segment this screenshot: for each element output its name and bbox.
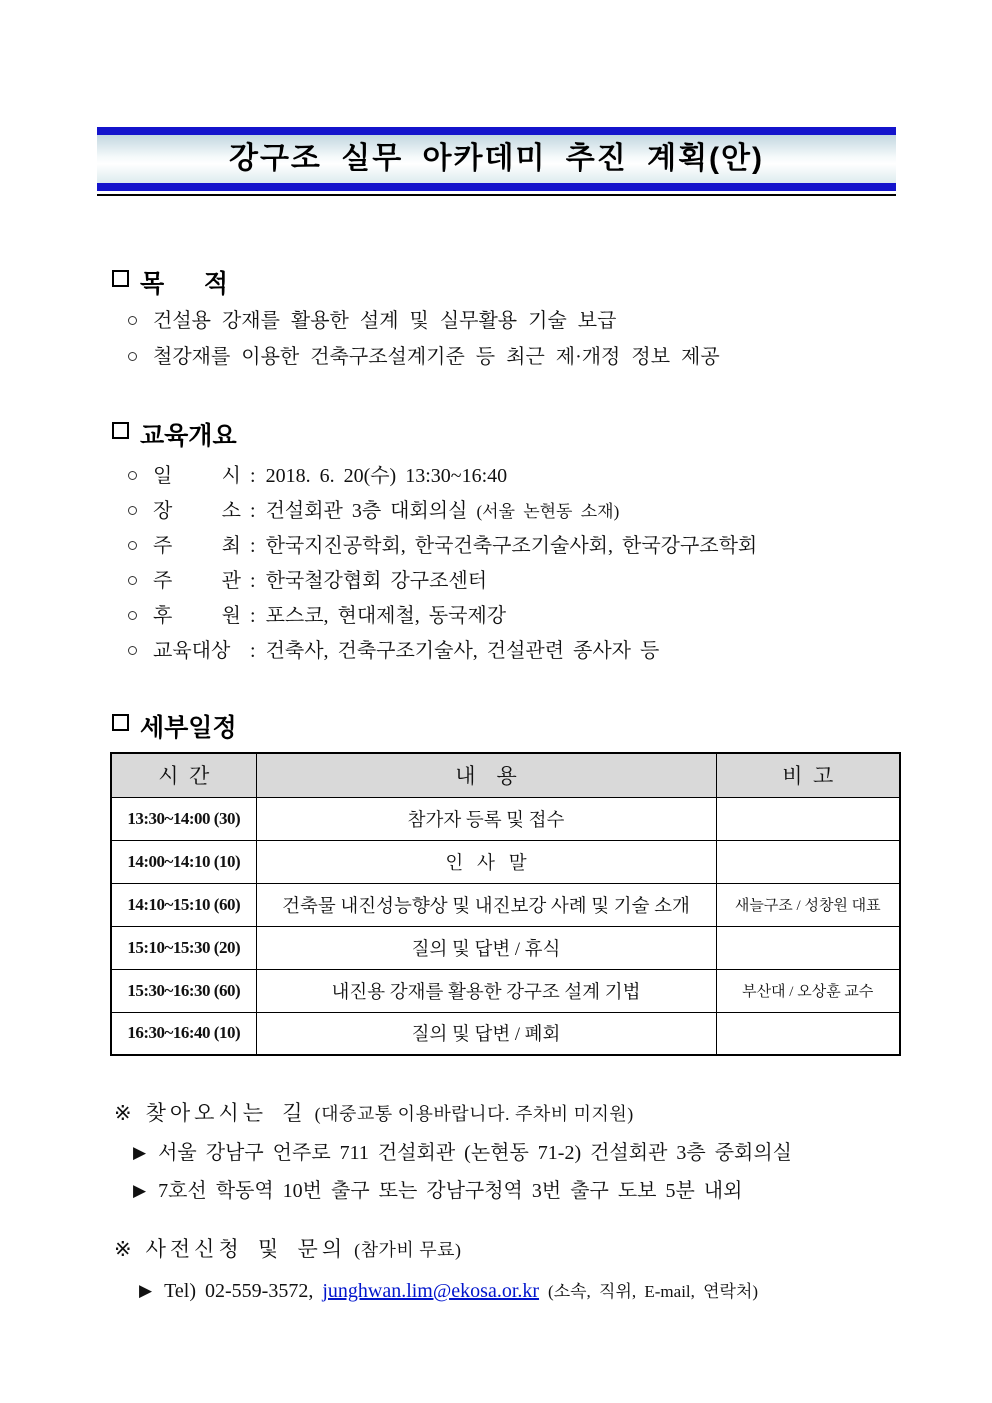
colon-separator: : [250,640,256,662]
cell-time: 14:10~15:10 (60) [111,883,256,926]
application-heading-note: (참가비 무료) [354,1240,462,1260]
cell-content-text: 인 사 말 [445,853,527,874]
overview-value: 2018. 6. 20(수) 13:30~16:40 [265,465,508,487]
application-heading [114,1233,462,1263]
cell-remark [716,797,900,840]
list-item [128,599,757,634]
banner-bottom-bar [97,183,896,191]
overview-value: 포스코, 현대제철, 동국제강 [265,605,507,627]
circle-bullet-icon [128,576,137,585]
header-remark-label: 비 고 [782,764,834,789]
circle-bullet-icon [128,352,137,361]
cell-remark: 새늘구조 / 성창원 대표 [716,883,900,926]
overview-value-note: (서울 논현동 소재) [476,502,620,521]
purpose-heading-label: 목 적 [140,270,228,298]
square-bullet-icon [112,714,129,731]
directions-heading-label: 찾아오시는 길 [145,1101,307,1125]
table-row [111,926,900,969]
overview-label: 주 관 [153,570,241,592]
banner-body [97,135,896,183]
table-header-row [111,753,900,797]
contact-line [139,1272,758,1310]
table-row [111,840,900,883]
list-item [128,634,757,669]
cell-time: 16:30~16:40 (10) [111,1012,256,1055]
colon-separator: : [250,570,256,592]
cell-content [256,926,716,969]
schedule-table [110,752,901,1056]
email-link[interactable]: junghwan.lim@ekosa.or.kr [322,1280,540,1302]
table-row [111,797,900,840]
overview-label: 일 시 [153,465,241,487]
circle-bullet-icon [128,541,137,550]
schedule-heading-label: 세부일정 [140,714,237,742]
table-row [111,1012,900,1055]
contact-fields-note: (소속, 직위, E-mail, 연락처) [548,1282,759,1301]
cell-content-text: 질의 및 답변 / 휴식 [411,939,561,960]
cell-time: 15:10~15:30 (20) [111,926,256,969]
colon-separator: : [250,500,256,522]
header-content [256,753,716,797]
square-bullet-icon [112,422,129,439]
directions-list [133,1134,792,1210]
list-item [128,303,720,339]
cell-content-text: 참가자 등록 및 접수 [407,810,565,831]
overview-value: 건축사, 건축구조기술사, 건설관련 종사자 등 [265,640,660,662]
cell-remark [716,840,900,883]
overview-label: 주 최 [153,535,241,557]
list-item [128,564,757,599]
circle-bullet-icon [128,646,137,655]
header-content-label: 내 용 [455,764,517,789]
directions-item-text: 서울 강남구 언주로 711 건설회관 (논현동 71-2) 건설회관 3층 중회의실 [158,1142,792,1164]
overview-value: 한국철강협회 강구조센터 [265,570,488,592]
list-item [139,1272,758,1310]
cell-remark [716,926,900,969]
overview-value: 건설회관 3층 대회의실 [265,500,468,522]
overview-label: 후 원 [153,605,241,627]
overview-list [128,459,757,669]
cell-time: 13:30~14:00 (30) [111,797,256,840]
section-purpose-heading [112,264,228,300]
purpose-item-text: 철강재를 이용한 건축구조설계기준 등 최근 제·개정 정보 제공 [153,346,720,368]
tel-label: Tel) 02-559-3572, [164,1280,314,1302]
arrow-bullet-icon: ▶ [133,1181,147,1200]
directions-heading-note: (대중교통 이용바랍니다. 주차비 미지원) [314,1104,634,1124]
directions-item-text: 7호선 학동역 10번 출구 또는 강남구청역 3번 출구 도보 5분 내외 [158,1180,743,1202]
reference-mark-icon: ※ [114,1237,132,1261]
list-item [128,494,757,529]
overview-label: 장 소 [153,500,241,522]
title-banner [97,127,896,196]
list-item [128,339,720,375]
list-item [133,1134,792,1172]
arrow-bullet-icon: ▶ [139,1281,153,1300]
circle-bullet-icon [128,471,137,480]
colon-separator: : [250,605,256,627]
banner-top-bar [97,127,896,135]
list-item [128,459,757,494]
colon-separator: : [250,465,256,487]
page-title: 강구조 실무 아카데미 추진 계획(안) [228,142,765,175]
cell-time: 15:30~16:30 (60) [111,969,256,1012]
overview-value: 한국지진공학회, 한국건축구조기술사회, 한국강구조학회 [265,535,758,557]
cell-content-text: 질의 및 답변 / 폐회 [411,1025,561,1046]
overview-heading-label: 교육개요 [140,422,237,450]
section-schedule-heading [112,708,237,744]
table-row [111,969,900,1012]
overview-label: 교육대상 [153,640,231,662]
header-remark [716,753,900,797]
header-time [111,753,256,797]
purpose-item-text: 건설용 강재를 활용한 설계 및 실무활용 기술 보급 [153,310,617,332]
cell-content [256,883,716,926]
cell-content [256,1012,716,1055]
list-item [133,1172,792,1210]
cell-content-text: 건축물 내진성능향상 및 내진보강 사례 및 기술 소개 [282,896,690,917]
arrow-bullet-icon: ▶ [133,1143,147,1162]
colon-separator: : [250,535,256,557]
circle-bullet-icon [128,611,137,620]
cell-content-text: 내진용 강재를 활용한 강구조 설계 기법 [331,982,641,1003]
cell-remark: 부산대 / 오상훈 교수 [716,969,900,1012]
table-row [111,883,900,926]
purpose-list [128,303,720,375]
cell-content [256,797,716,840]
cell-time: 14:00~14:10 (10) [111,840,256,883]
cell-remark [716,1012,900,1055]
directions-heading [114,1097,634,1127]
cell-content [256,969,716,1012]
section-overview-heading [112,416,237,452]
header-time-label: 시 간 [158,764,210,789]
reference-mark-icon: ※ [114,1101,132,1125]
application-heading-label: 사전신청 및 문의 [145,1237,347,1261]
circle-bullet-icon [128,506,137,515]
list-item [128,529,757,564]
cell-content [256,840,716,883]
circle-bullet-icon [128,316,137,325]
square-bullet-icon [112,270,129,287]
